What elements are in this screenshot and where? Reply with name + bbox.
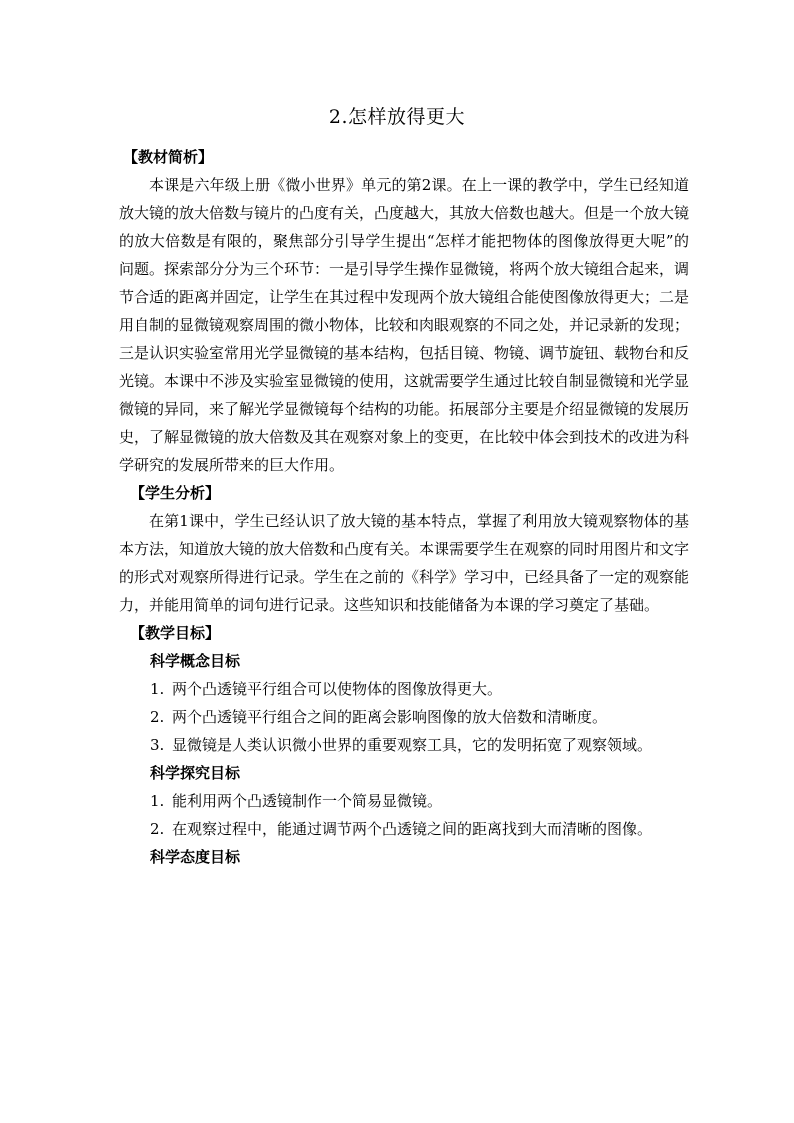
item-text: 能利用两个凸透镜制作一个简易显微镜。 — [172, 792, 443, 810]
paragraph-students: 在第1课中，学生已经认识了放大镜的基本特点，掌握了利用放大镜观察物体的基本方法，知道放大镜的放大倍数和凸度有关。本课需要学生在观察的同时用图片和文字的形式对观察所得进行记录。学生在之前的《科学》学习中，已经具备了一定的观察能力，并能用简单的词句进行记录。这些知识和技能储备为本课的学习奠定了基础。 — [119, 512, 690, 614]
item-text: 在观察过程中，能通过调节两个凸透镜之间的距离找到大而清晰的图像。 — [172, 820, 653, 838]
page-title: 2.怎样放得更大 — [328, 106, 466, 128]
list-item — [119, 675, 689, 703]
section-heading-students: 【学生分析】 — [130, 484, 221, 502]
subheading-concept: 科学概念目标 — [150, 652, 241, 670]
item-number: 1. — [150, 792, 165, 810]
section-heading-textbook: 【教材简析】 — [123, 148, 214, 166]
subheading-inquiry: 科学探究目标 — [150, 764, 241, 782]
item-number: 2. — [150, 820, 165, 838]
item-number: 3. — [150, 736, 165, 754]
item-text: 两个凸透镜平行组合之间的距离会影响图像的放大倍数和清晰度。 — [172, 708, 608, 726]
item-text: 显微镜是人类认识微小世界的重要观察工具，它的发明拓宽了观察领域。 — [172, 736, 653, 754]
item-number: 2. — [150, 708, 165, 726]
subheading-attitude: 科学态度目标 — [150, 848, 241, 866]
list-item — [119, 703, 689, 731]
list-item — [119, 815, 689, 843]
list-item — [119, 787, 689, 815]
section-heading-goals: 【教学目标】 — [130, 624, 221, 642]
paragraph-textbook: 本课是六年级上册《微小世界》单元的第2课。在上一课的教学中，学生已经知道放大镜的放大倍数与镜片的凸度有关，凸度越大，其放大倍数也越大。但是一个放大镜的放大倍数是有限的，聚焦部分引导学生提出“怎样才能把物体的图像放得更大呢”的问题。探索部分分为三个环节：一是引导学生操作显微镜，将两个放大镜组合起来，调节合适的距离并固定，让学生在其过程中发现两个放大镜组合能使图像放得更大；二是用自制的显微镜观察周围的微小物体，比较和肉眼观察的不同之处，并记录新的发现；三是认识实验室常用光学显微镜的基本结构，包括目镜、物镜、调节旋钮、载物台和反光镜。本课中不涉及实验室显微镜的使用，这就需要学生通过比较自制显微镜和光学显微镜的异同，来了解光学显微镜每个结构的功能。拓展部分主要是介绍显微镜的发展历史，了解显微镜的放大倍数及其在观察对象上的变更，在比较中体会到技术的改进为科学研究的发展所带来的巨大作用。 — [119, 176, 690, 474]
item-text: 两个凸透镜平行组合可以使物体的图像放得更大。 — [172, 680, 503, 698]
document-body — [119, 143, 689, 871]
list-item — [119, 731, 689, 759]
item-number: 1. — [150, 680, 165, 698]
